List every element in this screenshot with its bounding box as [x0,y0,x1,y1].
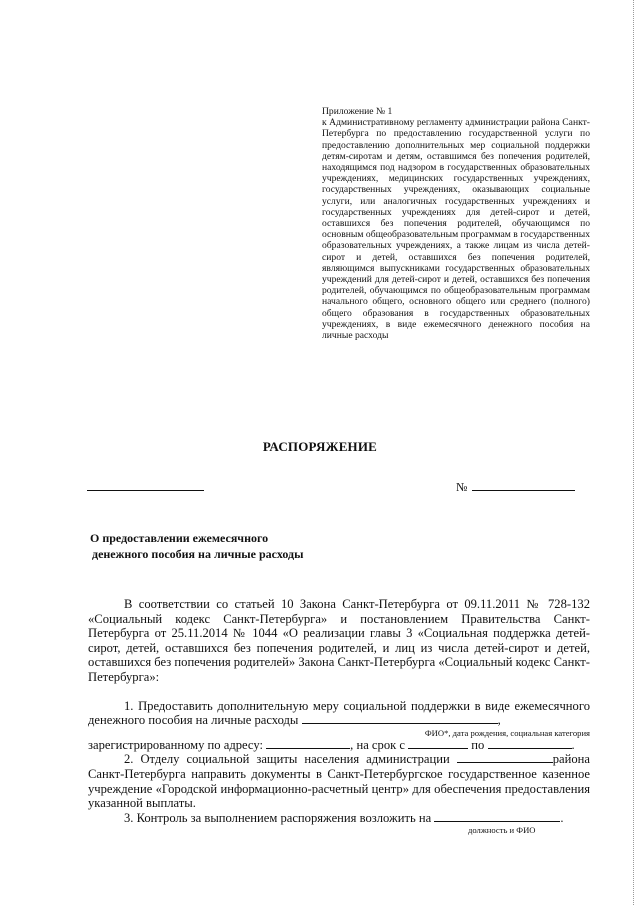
item-2-start: 2. Отделу социальной защиты населения администрации [124,752,450,767]
subject-line-2: денежного пособия на личные расходы [92,547,304,561]
item-1-text: 1. Предоставить дополнительную меру социальной поддержки в виде ежемесячного денежного пособия на личные расходы [88,698,590,728]
appendix-block [322,106,590,341]
item-1-comma: , [497,713,501,728]
district-blank-line [457,752,553,763]
date-blank-line [87,490,204,491]
item-3-paragraph [88,811,590,826]
item-2-rest: района Санкт-Петербурга направить документы в Санкт-Петербургское государственное казенное учреждение «Городской информационно-расчетный центр» для обеспечения предоставления указанной выплаты. [88,752,590,811]
address-label: зарегистрированному по адресу: [88,737,263,752]
number-sign: № [456,480,468,494]
term-label: , на срок с [350,737,405,752]
term-from-blank-line [408,738,468,749]
subject-line-1: О предоставлении ежемесячного [90,531,269,545]
recipient-blank-line [302,713,498,724]
item-1-dot: . [571,737,575,752]
item-1-paragraph [88,699,590,728]
item-1-caption: ФИО*, дата рождения, социальная категория [424,727,590,738]
address-blank-line [266,738,350,749]
responsible-blank-line [434,811,560,822]
number-blank-line [472,490,575,491]
term-to-label: по [471,737,485,752]
intro-paragraph: В соответствии со статьей 10 Закона Санкт-Петербурга от 09.11.2011 № 728-132 «Социальный кодекс Санкт-Петербурга» и постановлением Правительства Санкт-Петербурга от 25.11.2014 № 1044 «О реализации главы 3 «Социальная поддержка детей-сирот, детей, оставшихся без попечения родителей, и лиц из числа детей-сирот и детей, оставшихся без попечения родителей» Закона Санкт-Петербурга «Социальный кодекс Санкт-Петербурга»: [88,597,590,684]
term-to-blank-line [488,738,572,749]
document-subject [90,530,390,562]
document-body [88,597,590,835]
appendix-heading: Приложение № 1 [322,106,393,117]
item-3-caption: должность и ФИО [468,825,536,836]
appendix-text: к Административному регламенту администрации района Санкт-Петербурга по предоставлению государственной услуги по предоставлению дополнительных мер социальной поддержки детям-сиротам и детям, оставшимся без попечения родителей, находящимся под надзором в государственных образовательных учреждениях, медицинских государственных учреждениях, государственных учреждениях, оказывающих социальные услуги, или аналогичных государственных учреждениях и государственных учреждениях для детей-сирот и детей, оставшихся без попечения родителей, обучающимся по основным общеобразовательным программам в государственных образовательных учреждениях, а также лицам из числа детей-сирот и детей, оставшихся без попечения родителей, являющимся выпускниками государственных образовательных учреждений для детей-сирот и детей, оставшихся без попечения родителей, обучающимся по общеобразовательным программам начального общего, основного общего или среднего (полного) общего образования в государственных образовательных учреждениях, в виде ежемесячного денежного пособия на личные расходы [322,117,590,342]
item-3-text: 3. Контроль за выполнением распоряжения возложить на [124,810,432,825]
document-title: РАСПОРЯЖЕНИЕ [262,439,378,454]
item-1-address-line [88,738,590,753]
item-3-dot: . [560,810,564,825]
item-2-paragraph [88,752,590,810]
